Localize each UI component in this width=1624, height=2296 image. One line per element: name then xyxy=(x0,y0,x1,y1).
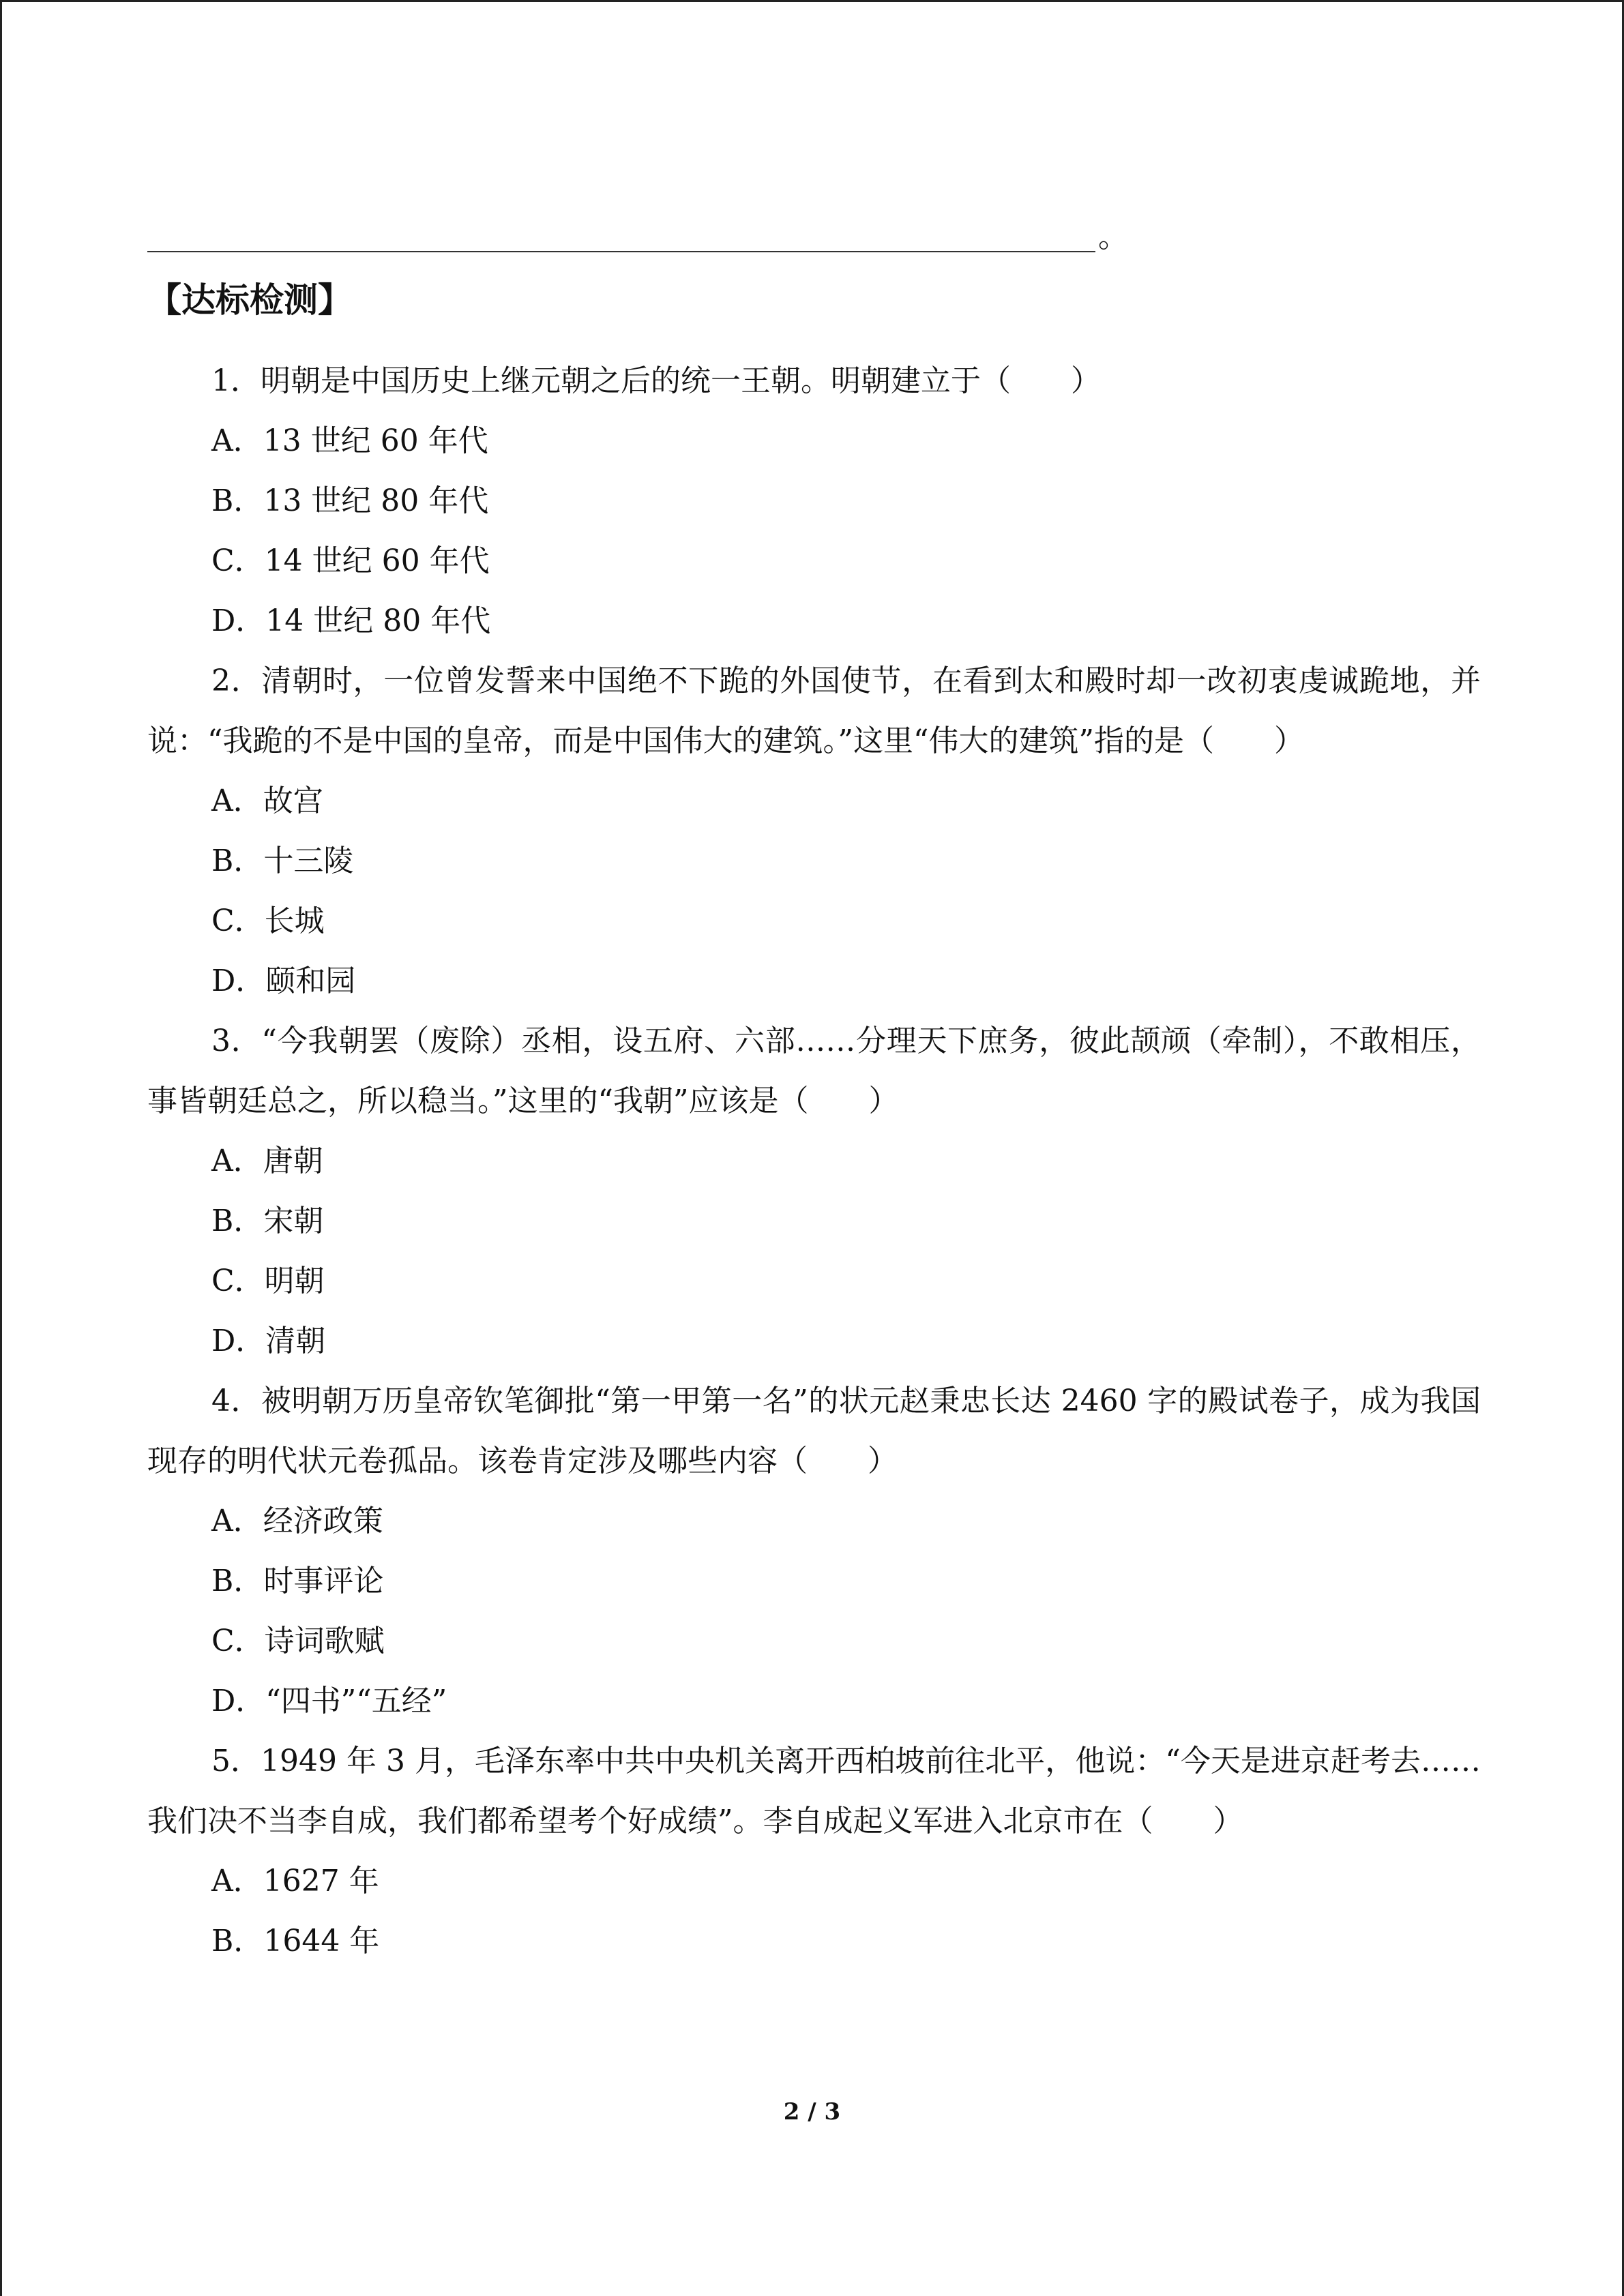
section-title: 【达标检测】 xyxy=(147,280,352,320)
question-stem: 2．清朝时，一位曾发誓来中国绝不下跪的外国使节，在看到太和殿时却一改初衷虔诚跪地，并说：“我跪的不是中国的皇帝，而是中国伟大的建筑。”这里“伟大的建筑”指的是（ ） xyxy=(147,664,1481,758)
option-b: B．13 世纪 80 年代 xyxy=(211,483,489,518)
option-d: D．“四书”“五经” xyxy=(211,1684,447,1718)
option-d: D．清朝 xyxy=(211,1324,326,1358)
option-c: C．诗词歌赋 xyxy=(211,1624,385,1658)
option-a: A．1627 年 xyxy=(211,1864,379,1898)
question-4 xyxy=(147,1371,1481,1731)
option-d: D．14 世纪 80 年代 xyxy=(211,603,491,638)
option-a: A．故宫 xyxy=(211,784,323,818)
question-5 xyxy=(147,1731,1481,1971)
option-a: A．经济政策 xyxy=(211,1504,383,1538)
answer-fill-line-row xyxy=(147,218,1128,252)
page-left-border xyxy=(0,0,2,2296)
question-stem: 4．被明朝万历皇帝钦笔御批“第一甲第一名”的状元赵秉忠长达 2460 字的殿试卷子，成为我国现存的明代状元卷孤品。该卷肯定涉及哪些内容（ ） xyxy=(147,1384,1481,1478)
option-b: B．十三陵 xyxy=(211,844,354,878)
option-b: B．时事评论 xyxy=(211,1564,384,1598)
fill-line-period: 。 xyxy=(1098,220,1128,254)
option-a: A．唐朝 xyxy=(211,1144,323,1178)
question-stem: 5．1949 年 3 月，毛泽东率中共中央机关离开西柏坡前往北平，他说：“今天是进京赶考去……我们决不当李自成，我们都希望考个好成绩”。李自成起义军进入北京市在（ ） xyxy=(147,1744,1481,1838)
answer-fill-line xyxy=(147,218,1095,252)
option-c: C．长城 xyxy=(211,904,325,938)
option-a: A．13 世纪 60 年代 xyxy=(211,423,488,458)
page-top-border xyxy=(0,0,1624,2)
question-list xyxy=(147,351,1481,1971)
question-stem: 1．明朝是中国历史上继元朝之后的统一王朝。明朝建立于（ ） xyxy=(211,363,1101,398)
option-c: C．14 世纪 60 年代 xyxy=(211,543,490,578)
page-number: 2 / 3 xyxy=(783,2098,841,2126)
question-2 xyxy=(147,651,1481,1011)
option-b: B．宋朝 xyxy=(211,1204,324,1238)
option-c: C．明朝 xyxy=(211,1264,325,1298)
page-footer xyxy=(0,2095,1624,2129)
option-b: B．1644 年 xyxy=(211,1924,380,1958)
question-1 xyxy=(147,351,1481,651)
question-stem: 3．“今我朝罢（废除）丞相，设五府、六部……分理天下庶务，彼此颉颃（牵制），不敢相压，事皆朝廷总之，所以稳当。”这里的“我朝”应该是（ ） xyxy=(147,1024,1481,1118)
option-d: D．颐和园 xyxy=(211,964,356,998)
question-3 xyxy=(147,1011,1481,1371)
